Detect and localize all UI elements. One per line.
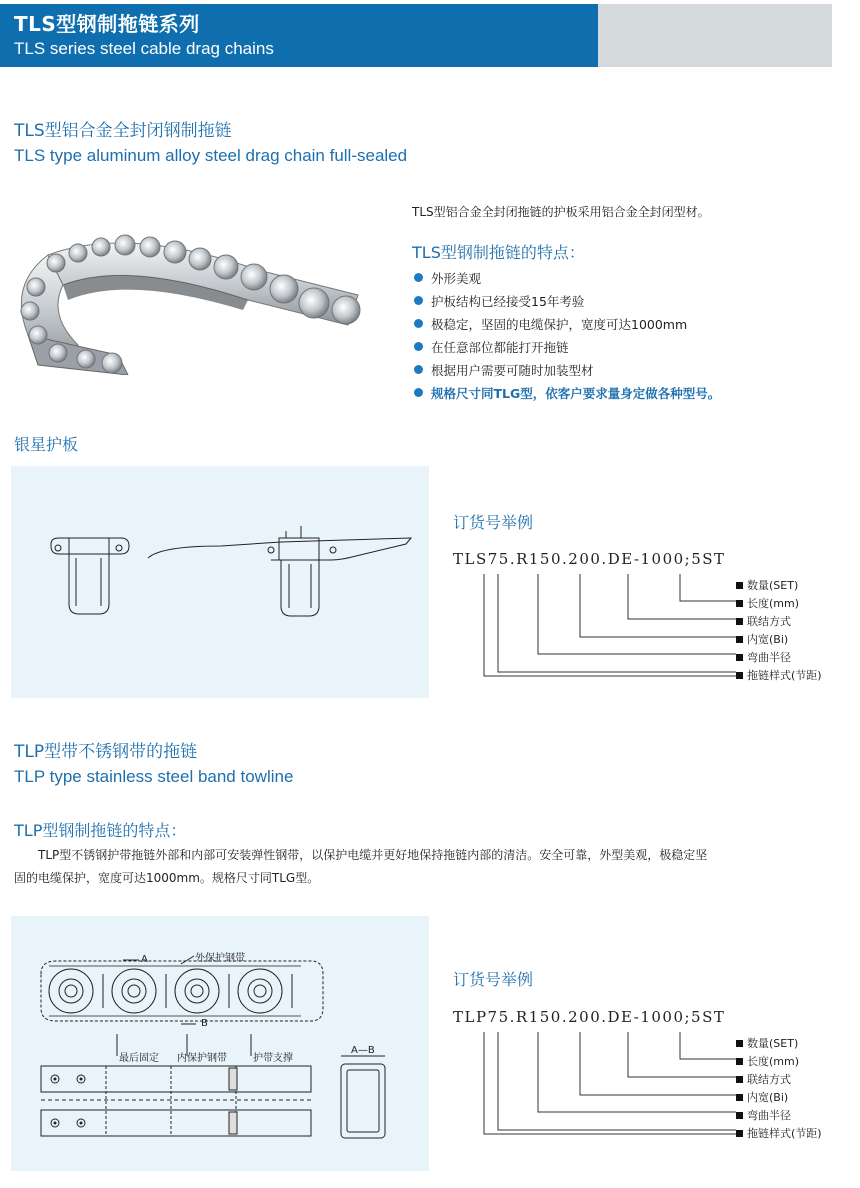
- header-title-zh: TLS型钢制拖链系列: [14, 12, 200, 36]
- tlp-title-en: TLP type stainless steel band towline: [14, 767, 294, 786]
- silver-plate-drawing: [11, 466, 429, 698]
- order2-labels: [736, 1034, 846, 1142]
- order-label: 内宽(Bi): [736, 630, 846, 648]
- tls-description: TLS型铝合金全封闭拖链的护板采用铝合金全封闭型材。: [412, 205, 710, 219]
- bullet-icon: [414, 388, 423, 397]
- order1-leader-lines: [470, 570, 750, 682]
- order-label: 数量(SET): [736, 576, 846, 594]
- tls-title-en: TLS type aluminum alloy steel drag chain full-sealed: [14, 146, 408, 165]
- order2-title: 订货号举例: [453, 970, 534, 989]
- order-label: 长度(mm): [736, 1052, 846, 1070]
- label-band-support: 护带支撑: [253, 1053, 293, 1064]
- order-label: 拖链样式(节距): [736, 1124, 846, 1142]
- header-title-en: TLS series steel cable drag chains: [14, 39, 274, 58]
- silver-title: 银星护板: [14, 435, 79, 454]
- feature-item: 规格尺寸同TLG型，依客户要求量身定做各种型号。: [414, 381, 814, 404]
- feature-item: 极稳定，坚固的电缆保护，宽度可达1000mm: [414, 312, 814, 335]
- bullet-icon: [414, 365, 423, 374]
- feature-item: 根据用户需要可随时加装型材: [414, 358, 814, 381]
- order2-code: TLP75.R150.200.DE-1000;5ST: [453, 1008, 726, 1026]
- label-section-b: B: [201, 1018, 208, 1029]
- feature-item: 护板结构已经接受15年考验: [414, 289, 814, 312]
- silver-diagram-panel: [11, 466, 429, 698]
- tls-features-title: TLS型钢制拖链的特点：: [412, 243, 585, 262]
- feature-item: 在任意部位都能打开拖链: [414, 335, 814, 358]
- bullet-icon: [414, 319, 423, 328]
- order-label: 联结方式: [736, 612, 846, 630]
- bullet-icon: [414, 273, 423, 282]
- order-label: 弯曲半径: [736, 648, 846, 666]
- tlp-features-title: TLP型钢制拖链的特点：: [14, 821, 187, 840]
- order2-leader-lines: [470, 1028, 750, 1140]
- header-gray-block: [598, 4, 832, 67]
- order-label: 数量(SET): [736, 1034, 846, 1052]
- tlp-diagram-panel: [11, 916, 429, 1171]
- label-inner-band: 内保护钢带: [177, 1053, 227, 1064]
- label-a-b: A—B: [351, 1045, 375, 1056]
- tlp-title-zh: TLP型带不锈钢带的拖链: [14, 742, 198, 762]
- order1-code: TLS75.R150.200.DE-1000;5ST: [453, 550, 726, 568]
- tlp-paragraph-line1: TLP型不锈钢护带拖链外部和内部可安装弹性钢带，以保护电缆并更好地保持拖链内部的清洁。安全可靠，外型美观，极稳定坚: [38, 848, 708, 862]
- order-label: 弯曲半径: [736, 1106, 846, 1124]
- order-label: 长度(mm): [736, 594, 846, 612]
- tlp-paragraph-line2: 固的电缆保护，宽度可达1000mm。规格尺寸同TLG型。: [14, 871, 320, 885]
- order-label: 内宽(Bi): [736, 1088, 846, 1106]
- tls-title-zh: TLS型铝合金全封闭钢制拖链: [14, 121, 232, 141]
- label-outer-band: 外保护钢带: [195, 953, 245, 964]
- order1-labels: [736, 576, 846, 684]
- label-section-a: A: [141, 954, 148, 965]
- label-last-fixed: 最后固定: [119, 1053, 159, 1064]
- order1-title: 订货号举例: [453, 513, 534, 532]
- order-label: 拖链样式(节距): [736, 666, 846, 684]
- order-label: 联结方式: [736, 1070, 846, 1088]
- bullet-icon: [414, 342, 423, 351]
- tls-chain-photo: [8, 215, 370, 375]
- tls-feature-list: [414, 266, 814, 404]
- feature-item: 外形美观: [414, 266, 814, 289]
- bullet-icon: [414, 296, 423, 305]
